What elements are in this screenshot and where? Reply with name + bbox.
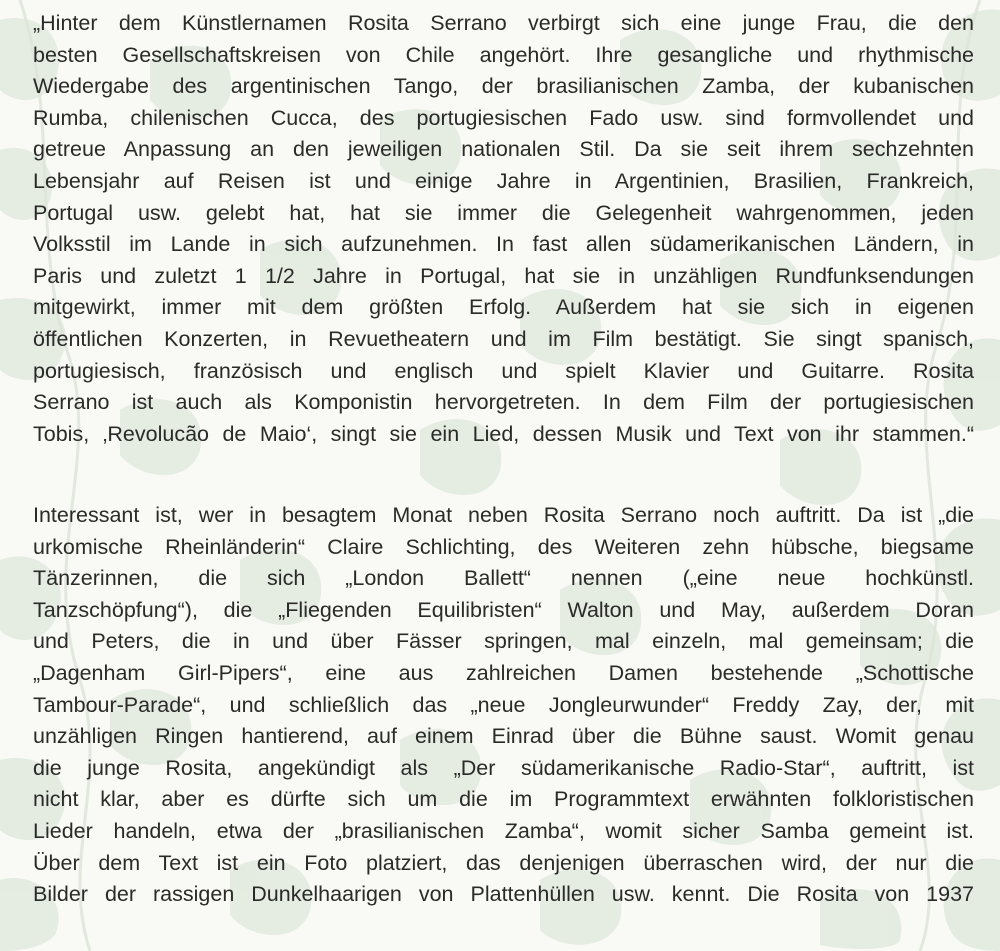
text-line: Lieder handeln, etwa der „brasilianischen Zamba“, womit sicher Samba gemeint ist.	[33, 818, 974, 843]
text-line: Tambour-Parade“, und schließlich das „neue Jongleurwunder“ Freddy Zay, der, mit	[33, 692, 974, 717]
text-line: besten Gesellschaftskreisen von Chile angehört. Ihre gesangliche und rhythmische	[33, 42, 974, 67]
text-line: urkomische Rheinländerin“ Claire Schlichting, des Weiteren zehn hübsche, biegsame	[33, 534, 974, 559]
text-line: Lebensjahr auf Reisen ist und einige Jahre in Argentinien, Brasilien, Frankreich,	[33, 168, 974, 193]
text-line: Paris und zuletzt 1 1/2 Jahre in Portugal, hat sie in unzähligen Rundfunksendungen	[33, 263, 974, 288]
text-line: unzähligen Ringen hantierend, auf einem Einrad über die Bühne saust. Womit genau	[33, 724, 974, 749]
text-line: mitgewirkt, immer mit dem größten Erfolg. Außerdem hat sie sich in eigenen	[33, 295, 974, 320]
text-line: Volksstil im Lande in sich aufzunehmen. In fast allen südamerikanischen Ländern, in	[33, 232, 974, 257]
text-line: „Hinter dem Künstlernamen Rosita Serrano verbirgt sich eine junge Frau, die den	[33, 11, 974, 35]
text-line: Rumba, chilenischen Cucca, des portugiesischen Fado usw. sind formvollendet und	[33, 105, 974, 130]
text-line: Serrano ist auch als Komponistin hervorgetreten. In dem Film der portugiesischen	[33, 390, 974, 415]
text-line: Tobis, ‚Revolucão de Maio‘, singt sie ein Lied, dessen Musik und Text von ihr stammen.“	[33, 421, 974, 446]
text-line: Portugal usw. gelebt hat, hat sie immer die Gelegenheit wahrgenommen, jeden	[33, 200, 974, 225]
text-line: und Peters, die in und über Fässer springen, mal einzeln, mal gemeinsam; die	[33, 629, 974, 654]
body-paragraph	[33, 500, 974, 911]
text-line: portugiesisch, französisch und englisch und spielt Klavier und Guitarre. Rosita	[33, 358, 974, 383]
text-line: Wiedergabe des argentinischen Tango, der brasilianischen Zamba, der kubanischen	[33, 74, 974, 99]
text-line: die junge Rosita, angekündigt als „Der südamerikanische Radio-Star“, auftritt, ist	[33, 755, 974, 780]
text-line: getreue Anpassung an den jeweiligen nationalen Stil. Da sie seit ihrem sechzehnten	[33, 137, 974, 162]
text-line: Über dem Text ist ein Foto platziert, das denjenigen überraschen wird, der nur die	[33, 850, 974, 875]
text-line: Tänzerinnen, die sich „London Ballett“ nennen („eine neue hochkünstl.	[33, 566, 974, 591]
text-line: öffentlichen Konzerten, in Revuetheatern und im Film bestätigt. Sie singt spanisch,	[33, 326, 974, 351]
text-line: Bilder der rassigen Dunkelhaarigen von Plattenhüllen usw. kennt. Die Rosita von 1937	[33, 882, 974, 907]
text-line: Interessant ist, wer in besagtem Monat neben Rosita Serrano noch auftritt. Da ist „die	[33, 503, 974, 527]
text-line: Tanzschöpfung“), die „Fliegenden Equilibristen“ Walton und May, außerdem Doran	[33, 597, 974, 622]
quote-paragraph	[33, 8, 974, 450]
text-line: „Dagenham Girl-Pipers“, eine aus zahlreichen Damen bestehende „Schottische	[33, 660, 974, 685]
text-line: nicht klar, aber es dürfte sich um die im Programmtext erwähnten folkloristischen	[33, 787, 974, 812]
